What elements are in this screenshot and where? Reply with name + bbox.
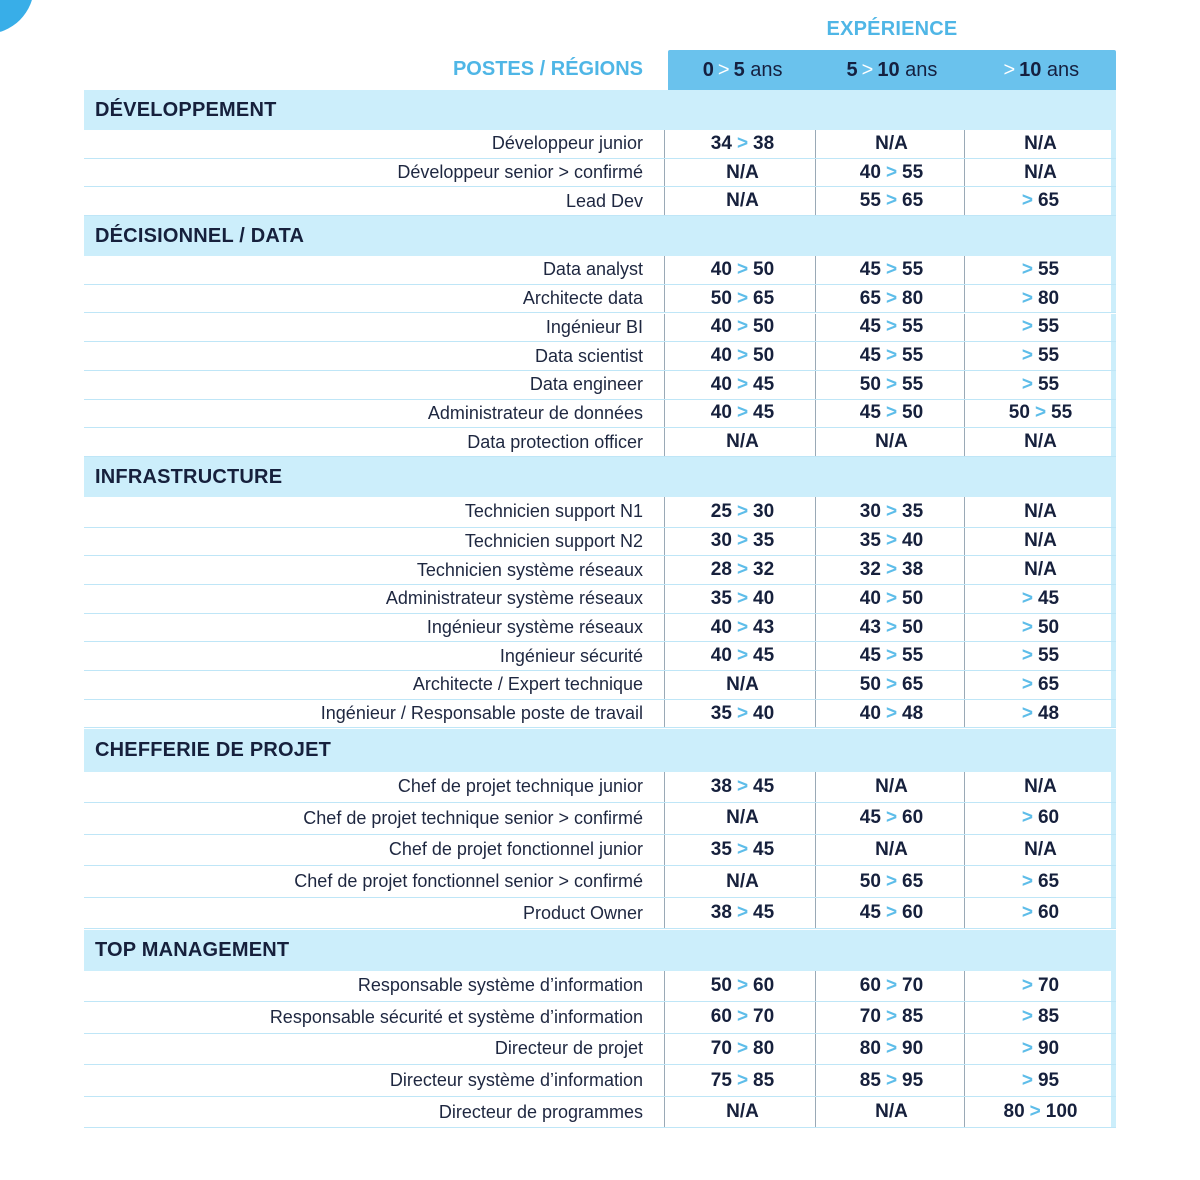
salary-value: N/A <box>1024 530 1057 552</box>
salary-value: > 55 <box>1021 645 1060 667</box>
role-label: Lead Dev <box>565 190 643 211</box>
salary-value: > 60 <box>1021 807 1060 829</box>
role-label: Data analyst <box>542 259 643 280</box>
salary-value: 50 > 65 <box>859 870 924 892</box>
salary-value: 40 > 50 <box>859 587 924 609</box>
salary-value: N/A <box>1024 431 1057 453</box>
salary-value: 70 > 85 <box>859 1006 924 1028</box>
salary-value: 80 > 90 <box>859 1037 924 1059</box>
column-divider <box>664 803 665 834</box>
range-arrow: > <box>861 59 874 81</box>
salary-value: > 60 <box>1021 902 1060 924</box>
salary-value: > 65 <box>1021 190 1060 212</box>
salary-value: N/A <box>726 807 759 829</box>
salary-value: > 90 <box>1021 1037 1060 1059</box>
salary-value: > 65 <box>1021 673 1060 695</box>
salary-value: 30 > 35 <box>859 500 924 522</box>
column-divider <box>664 371 665 399</box>
column-divider <box>664 866 665 897</box>
salary-value: 40 > 45 <box>710 645 775 667</box>
corner-decoration-arc <box>0 0 34 34</box>
salary-value: 30 > 35 <box>710 530 775 552</box>
role-label: Data protection officer <box>467 431 643 452</box>
column-divider <box>664 585 665 613</box>
table-row <box>84 835 1116 867</box>
range-from: 0 <box>702 59 714 81</box>
role-label: Ingénieur système réseaux <box>426 617 643 638</box>
range-unit: ans <box>899 59 938 81</box>
role-label: Directeur de projet <box>494 1038 643 1059</box>
role-label: Responsable système d’information <box>357 975 643 996</box>
salary-value: > 55 <box>1021 345 1060 367</box>
column-divider <box>664 285 665 313</box>
salary-value: N/A <box>726 1101 759 1123</box>
table-row <box>84 187 1116 216</box>
section-header <box>84 729 1116 772</box>
salary-value: 45 > 50 <box>859 402 924 424</box>
salary-value: > 95 <box>1021 1069 1060 1091</box>
section-title: CHEFFERIE DE PROJET <box>95 738 332 761</box>
role-label: Administrateur système réseaux <box>385 588 643 609</box>
column-divider <box>664 256 665 284</box>
table-row <box>84 428 1116 457</box>
section-header <box>84 930 1116 971</box>
role-label: Architecte / Expert technique <box>412 674 643 695</box>
range-from: 5 <box>846 59 858 81</box>
role-label: Product Owner <box>522 902 643 923</box>
salary-value: 40 > 43 <box>710 616 775 638</box>
salary-value: 45 > 55 <box>859 316 924 338</box>
role-label: Administrateur de données <box>427 402 643 423</box>
range-to: 10 <box>1019 59 1042 81</box>
role-label: Directeur système d’information <box>389 1070 643 1091</box>
salary-value: 45 > 55 <box>859 645 924 667</box>
salary-value: 70 > 80 <box>710 1037 775 1059</box>
salary-value: 50 > 55 <box>1008 402 1073 424</box>
salary-value: N/A <box>1024 559 1057 581</box>
role-label: Data scientist <box>534 345 643 366</box>
range-unit: ans <box>1041 59 1080 81</box>
table-row <box>84 898 1116 930</box>
role-label: Développeur junior <box>491 133 643 154</box>
column-divider <box>664 314 665 342</box>
table-row <box>84 1034 1116 1066</box>
salary-value: 40 > 50 <box>710 258 775 280</box>
role-label: Chef de projet fonctionnel senior > confirmé <box>294 871 643 892</box>
table-row <box>84 556 1116 585</box>
section-title: DÉVELOPPEMENT <box>95 99 277 121</box>
salary-value: 32 > 38 <box>859 559 924 581</box>
salary-value: 55 > 65 <box>859 190 924 212</box>
range-arrow: > <box>717 59 730 81</box>
range-unit: ans <box>744 59 783 81</box>
range-arrow: > <box>1003 59 1016 81</box>
salary-value: N/A <box>1024 132 1057 154</box>
salary-value: 40 > 55 <box>859 161 924 183</box>
salary-value: > 55 <box>1021 316 1060 338</box>
table-row <box>84 130 1116 159</box>
salary-value: 40 > 45 <box>710 373 775 395</box>
salary-value: > 65 <box>1021 870 1060 892</box>
role-label: Technicien système réseaux <box>416 559 643 580</box>
section-header <box>84 216 1116 256</box>
column-divider <box>664 1002 665 1033</box>
table-row <box>84 314 1116 343</box>
roles-column-title: POSTES / RÉGIONS <box>452 58 643 80</box>
role-label: Technicien support N2 <box>464 530 643 551</box>
salary-value: N/A <box>875 431 908 453</box>
salary-value: 50 > 55 <box>859 373 924 395</box>
column-divider <box>664 1065 665 1096</box>
salary-value: > 70 <box>1021 974 1060 996</box>
experience-column-header <box>668 50 817 90</box>
role-label: Responsable sécurité et système d’information <box>269 1006 643 1027</box>
table-row <box>84 285 1116 314</box>
salary-value: 85 > 95 <box>859 1069 924 1091</box>
table-row <box>84 700 1116 729</box>
table-row <box>84 159 1116 188</box>
salary-value: > 85 <box>1021 1006 1060 1028</box>
table-row <box>84 803 1116 835</box>
table-row <box>84 671 1116 700</box>
salary-value: 80 > 100 <box>1003 1101 1078 1123</box>
table-row <box>84 772 1116 804</box>
role-label: Technicien support N1 <box>464 501 643 522</box>
salary-value: N/A <box>1024 500 1057 522</box>
column-divider <box>664 342 665 370</box>
column-divider <box>664 671 665 699</box>
section-title: INFRASTRUCTURE <box>95 466 283 488</box>
salary-value: 45 > 60 <box>859 902 924 924</box>
salary-value: 50 > 60 <box>710 974 775 996</box>
salary-value: 75 > 85 <box>710 1069 775 1091</box>
column-divider <box>664 835 665 866</box>
salary-value: N/A <box>726 190 759 212</box>
experience-column-header <box>817 50 966 90</box>
salary-value: 40 > 45 <box>710 402 775 424</box>
column-divider <box>664 898 665 929</box>
role-label: Architecte data <box>522 288 643 309</box>
column-divider <box>664 772 665 803</box>
role-label: Directeur de programmes <box>438 1101 643 1122</box>
table-row <box>84 1097 1116 1129</box>
role-label: Ingénieur sécurité <box>499 645 643 666</box>
column-divider <box>664 700 665 728</box>
column-divider <box>664 556 665 584</box>
column-divider <box>664 1034 665 1065</box>
table-row <box>84 528 1116 557</box>
salary-value: 60 > 70 <box>710 1006 775 1028</box>
role-label: Ingénieur BI <box>545 316 643 337</box>
salary-value: 60 > 70 <box>859 974 924 996</box>
salary-value: 50 > 65 <box>859 673 924 695</box>
salary-value: > 80 <box>1021 287 1060 309</box>
salary-value: N/A <box>875 132 908 154</box>
section-title: TOP MANAGEMENT <box>95 938 290 961</box>
section-title: DÉCISIONNEL / DATA <box>95 225 305 248</box>
experience-column-header <box>967 50 1116 90</box>
salary-value: 40 > 50 <box>710 316 775 338</box>
table-row <box>84 642 1116 671</box>
table-row <box>84 1065 1116 1097</box>
column-divider <box>664 497 665 527</box>
salary-value: 38 > 45 <box>710 902 775 924</box>
salary-value: 35 > 40 <box>710 702 775 724</box>
column-divider <box>664 400 665 428</box>
role-label: Chef de projet technique senior > confirmé <box>303 807 643 828</box>
role-label: Développeur senior > confirmé <box>397 162 643 183</box>
salary-value: > 50 <box>1021 616 1060 638</box>
table-row <box>84 585 1116 614</box>
role-label: Ingénieur / Responsable poste de travail <box>320 703 643 724</box>
table-row <box>84 342 1116 371</box>
column-divider <box>664 614 665 642</box>
salary-value: 45 > 55 <box>859 345 924 367</box>
salary-value: N/A <box>726 431 759 453</box>
salary-value: > 45 <box>1021 587 1060 609</box>
salary-value: N/A <box>875 775 908 797</box>
salary-value: N/A <box>1024 775 1057 797</box>
column-divider <box>664 159 665 187</box>
column-divider <box>664 1097 665 1128</box>
salary-value: N/A <box>875 838 908 860</box>
table-row <box>84 866 1116 898</box>
section-header <box>84 457 1116 497</box>
section-header <box>84 90 1116 130</box>
table-row <box>84 371 1116 400</box>
column-divider <box>664 428 665 456</box>
salary-value: 43 > 50 <box>859 616 924 638</box>
table-row <box>84 497 1116 528</box>
salary-value: > 55 <box>1021 258 1060 280</box>
range-to: 5 <box>733 59 745 81</box>
salary-value: 35 > 45 <box>710 838 775 860</box>
salary-value: N/A <box>726 870 759 892</box>
salary-value: 45 > 60 <box>859 807 924 829</box>
column-divider <box>664 971 665 1002</box>
table-row <box>84 971 1116 1003</box>
table-row <box>84 614 1116 643</box>
salary-value: 65 > 80 <box>859 287 924 309</box>
column-divider <box>664 642 665 670</box>
salary-value: 40 > 48 <box>859 702 924 724</box>
salary-value: 25 > 30 <box>710 500 775 522</box>
salary-value: 40 > 50 <box>710 345 775 367</box>
salary-value: N/A <box>1024 838 1057 860</box>
salary-value: > 55 <box>1021 373 1060 395</box>
table-row <box>84 256 1116 285</box>
role-label: Chef de projet technique junior <box>397 776 643 797</box>
experience-title: EXPÉRIENCE <box>826 18 958 40</box>
salary-value: N/A <box>875 1101 908 1123</box>
column-divider <box>664 187 665 215</box>
salary-value: N/A <box>726 161 759 183</box>
salary-value: 34 > 38 <box>710 132 775 154</box>
experience-header-band <box>668 50 1116 90</box>
range-to: 10 <box>877 59 900 81</box>
column-divider <box>664 528 665 556</box>
salary-value: 35 > 40 <box>710 587 775 609</box>
salary-value: 35 > 40 <box>859 530 924 552</box>
column-divider <box>664 130 665 158</box>
role-label: Chef de projet fonctionnel junior <box>388 839 643 860</box>
salary-value: > 48 <box>1021 702 1060 724</box>
salary-value: N/A <box>726 673 759 695</box>
salary-value: 38 > 45 <box>710 775 775 797</box>
salary-value: N/A <box>1024 161 1057 183</box>
role-label: Data engineer <box>529 374 643 395</box>
table-row <box>84 400 1116 429</box>
salary-value: 45 > 55 <box>859 258 924 280</box>
salary-value: 50 > 65 <box>710 287 775 309</box>
salary-value: 28 > 32 <box>710 559 775 581</box>
table-row <box>84 1002 1116 1034</box>
